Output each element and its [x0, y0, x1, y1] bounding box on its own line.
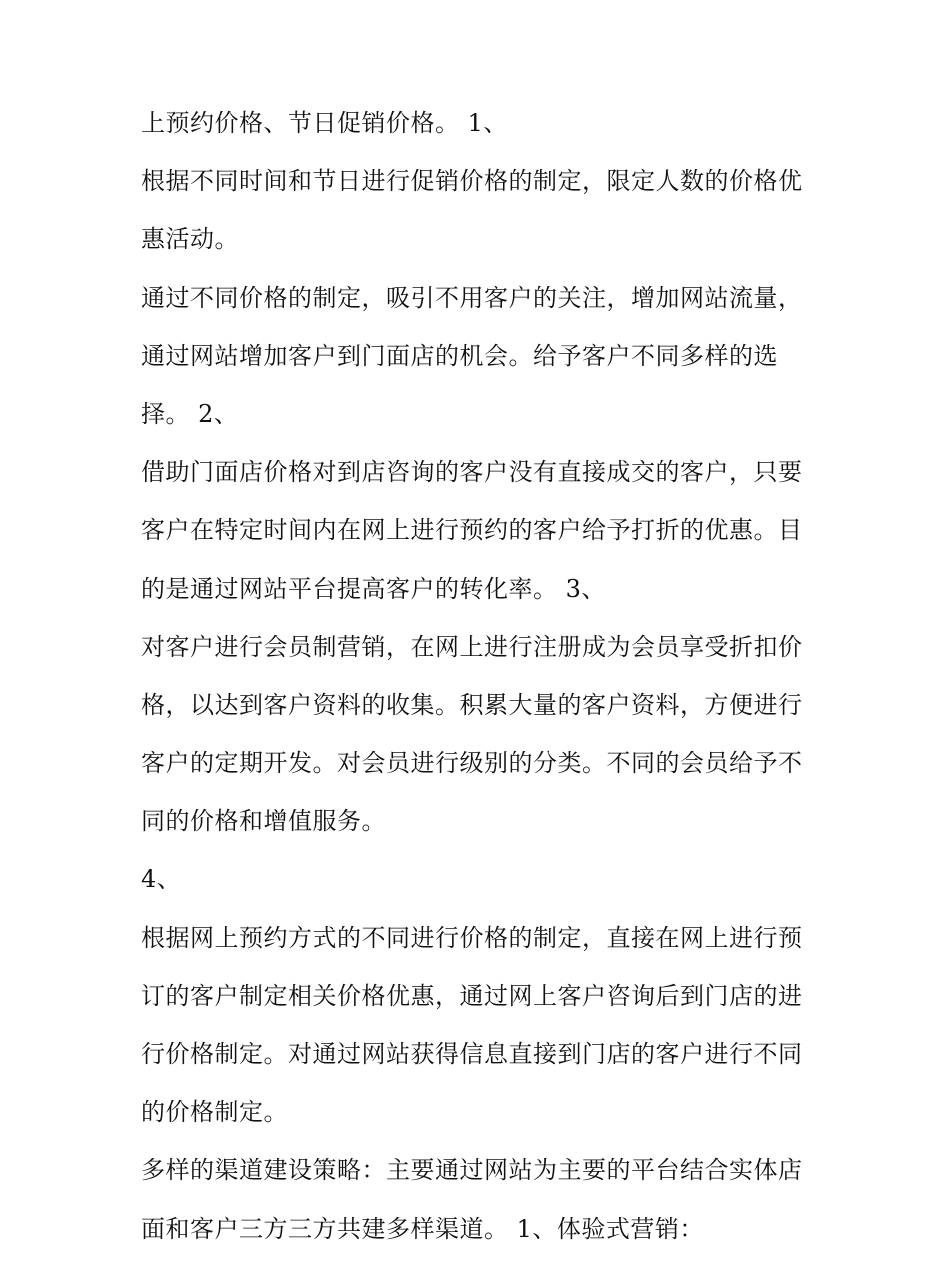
text-line: 的是通过网站平台提高客户的转化率。 3、 [141, 574, 606, 603]
text-line: 根据不同时间和节日进行促销价格的制定，限定人数的价格优 [141, 167, 803, 196]
text-line: 同的价格和增值服务。 [141, 807, 386, 836]
text-line: 通过网站增加客户到门面店的机会。给予客户不同多样的选 [141, 341, 778, 370]
text-line: 行价格制定。对通过网站获得信息直接到门店的客户进行不同 [141, 1040, 803, 1068]
text-line: 借助门面店价格对到店咨询的客户没有直接成交的客户，只要 [141, 458, 803, 487]
text-line: 上预约价格、节日促销价格。 1、 [141, 109, 508, 137]
text-line: 对客户进行会员制营销，在网上进行注册成为会员享受折扣价 [141, 632, 803, 661]
text-line: 订的客户制定相关价格优惠，通过网上客户咨询后到门店的进 [141, 981, 803, 1010]
text-line: 面和客户三方三方共建多样渠道。 1、体验式营销： [141, 1214, 704, 1243]
text-line: 择。 2、 [141, 399, 239, 428]
text-line: 多样的渠道建设策略：主要通过网站为主要的平台结合实体店 [141, 1156, 803, 1185]
text-line: 根据网上预约方式的不同进行价格的制定，直接在网上进行预 [141, 923, 803, 952]
text-line: 4、 [141, 865, 182, 894]
text-line: 客户的定期开发。对会员进行级别的分类。不同的会员给予不 [141, 749, 803, 778]
text-line: 通过不同价格的制定，吸引不用客户的关注，增加网站流量， [141, 283, 803, 312]
text-line: 客户在特定时间内在网上进行预约的客户给予打折的优惠。目 [141, 516, 803, 545]
text-line: 惠活动。 [141, 225, 239, 254]
text-line: 的价格制定。 [141, 1098, 288, 1127]
document-body [141, 111, 821, 1275]
text-line: 格，以达到客户资料的收集。积累大量的客户资料，方便进行 [141, 690, 803, 719]
